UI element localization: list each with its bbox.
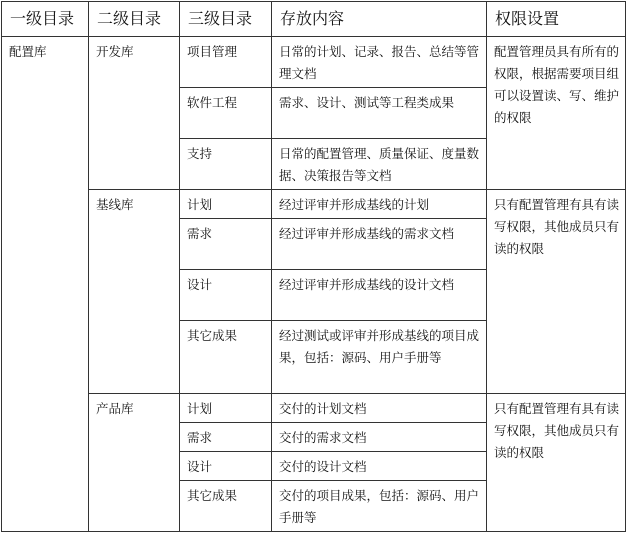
level3-cell: 需求 [180, 219, 272, 270]
permission-cell: 只有配置管理有具有读写权限，其他成员只有读的权限 [487, 190, 626, 394]
level2-cell: 基线库 [89, 190, 180, 394]
table-row [2, 37, 626, 88]
content-cell: 交付的需求文档 [272, 423, 487, 452]
level3-cell: 设计 [180, 452, 272, 481]
content-cell: 日常的计划、记录、报告、总结等管理文档 [272, 37, 487, 88]
header-content: 存放内容 [272, 2, 487, 37]
content-cell: 经过评审并形成基线的设计文档 [272, 270, 487, 321]
level3-cell: 支持 [180, 139, 272, 190]
level2-cell: 开发库 [89, 37, 180, 190]
content-cell: 经过评审并形成基线的计划 [272, 190, 487, 219]
level3-cell: 项目管理 [180, 37, 272, 88]
level2-cell: 产品库 [89, 394, 180, 532]
header-permission: 权限设置 [487, 2, 626, 37]
permission-cell: 只有配置管理有具有读写权限，其他成员只有读的权限 [487, 394, 626, 532]
content-cell: 交付的设计文档 [272, 452, 487, 481]
config-library-table [1, 1, 626, 532]
content-cell: 经过评审并形成基线的需求文档 [272, 219, 487, 270]
level3-cell: 其它成果 [180, 321, 272, 394]
header-row [2, 2, 626, 37]
level3-cell: 需求 [180, 423, 272, 452]
level3-cell: 设计 [180, 270, 272, 321]
permission-cell: 配置管理员具有所有的权限，根据需要项目组可以设置读、写、维护的权限 [487, 37, 626, 190]
level1-cell: 配置库 [2, 37, 89, 532]
header-level2: 二级目录 [89, 2, 180, 37]
level3-cell: 软件工程 [180, 88, 272, 139]
content-cell: 交付的计划文档 [272, 394, 487, 423]
table-row [2, 394, 626, 423]
level3-cell: 计划 [180, 394, 272, 423]
level3-cell: 计划 [180, 190, 272, 219]
content-cell: 交付的项目成果，包括：源码、用户手册等 [272, 481, 487, 532]
level3-cell: 其它成果 [180, 481, 272, 532]
content-cell: 日常的配置管理、质量保证、度量数据、决策报告等文档 [272, 139, 487, 190]
content-cell: 经过测试或评审并形成基线的项目成果，包括：源码、用户手册等 [272, 321, 487, 394]
header-level1: 一级目录 [2, 2, 89, 37]
header-level3: 三级目录 [180, 2, 272, 37]
content-cell: 需求、设计、测试等工程类成果 [272, 88, 487, 139]
table-row [2, 190, 626, 219]
